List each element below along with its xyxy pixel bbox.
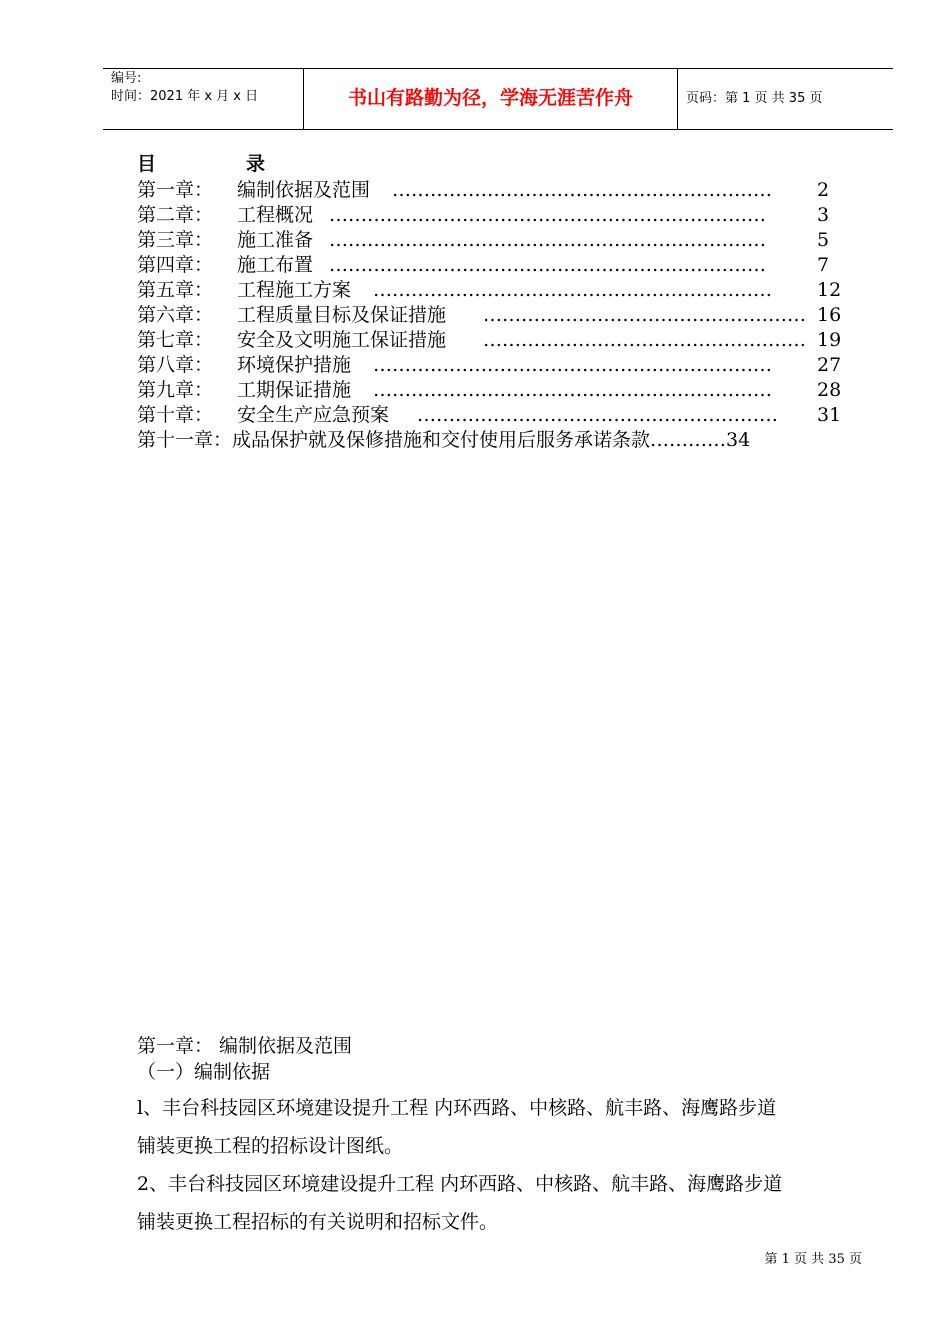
time-label: 时间：2021 年 x 月 x 日 — [111, 89, 259, 104]
toc-title-text: 安全及文明施工保证措施 — [237, 329, 447, 351]
toc-item[interactable] — [137, 403, 857, 428]
toc-title-text: 编制依据及范围 — [237, 179, 371, 201]
paragraph-2-line-1: 2、丰台科技园区环境建设提升工程 内环西路、中核路、航丰路、海鹰路步道 — [137, 1173, 783, 1195]
toc-item[interactable] — [137, 178, 857, 203]
toc-page: 2 — [817, 179, 830, 201]
toc-title-text: 工程质量目标及保证措施 — [237, 304, 447, 326]
toc-leader: …………………………………………………… — [392, 179, 772, 201]
header-motto-cell — [303, 69, 678, 129]
header-left-cell — [103, 69, 303, 129]
toc-leader: …………………………………………………………… — [329, 254, 766, 276]
toc-title-a: 目 — [137, 153, 157, 175]
toc-chapter: 第二章： — [137, 204, 214, 226]
toc-title-text: 安全生产应急预案 — [237, 404, 390, 426]
toc-title-text: 工程概况 — [237, 204, 314, 226]
serial-label: 编号: — [111, 71, 142, 86]
toc-page: 19 — [817, 329, 842, 351]
toc-title-text: 工期保证措施 — [237, 379, 352, 401]
toc-chapter: 第七章： — [137, 329, 214, 351]
toc-item[interactable] — [137, 303, 857, 328]
toc-item[interactable] — [137, 228, 857, 253]
toc-chapter: 第九章： — [137, 379, 214, 401]
toc-page: 7 — [817, 254, 830, 276]
page-footer: 第 1 页 共 35 页 — [764, 1252, 862, 1267]
motto-text: 书山有路勤为径，学海无涯苦作舟 — [347, 87, 633, 109]
toc-leader: ……………………………………………………… — [373, 379, 772, 401]
toc-page: 27 — [817, 354, 842, 376]
toc-page: 3 — [817, 204, 830, 226]
toc-item[interactable] — [137, 253, 857, 278]
page-header — [103, 68, 893, 130]
toc-title-b: 录 — [246, 153, 266, 175]
header-right-cell — [678, 69, 893, 129]
chapter-heading: 第一章： 编制依据及范围 — [137, 1035, 353, 1057]
toc-title-text: 施工布置 — [237, 254, 314, 276]
toc-item[interactable] — [137, 203, 857, 228]
paragraph-2-line-2: 铺装更换工程招标的有关说明和招标文件。 — [137, 1211, 499, 1233]
paragraph-2 — [137, 1169, 862, 1237]
toc-leader: ………………………………………………… — [417, 404, 778, 426]
toc-chapter: 第六章： — [137, 304, 214, 326]
toc-page: 12 — [817, 279, 842, 301]
table-of-contents — [137, 178, 857, 453]
toc-chapter: 第五章： — [137, 279, 214, 301]
toc-leader: ……………………………………………………… — [373, 354, 772, 376]
body-content — [137, 1033, 862, 1237]
toc-last-text: 第十一章：成品保护就及保修措施和交付使用后服务承诺条款…………34 — [137, 429, 751, 451]
toc-item[interactable] — [137, 328, 857, 353]
toc-item[interactable] — [137, 353, 857, 378]
toc-leader: …………………………………………… — [483, 304, 806, 326]
paragraph-1-line-2: 铺装更换工程的招标设计图纸。 — [137, 1135, 404, 1157]
toc-item[interactable] — [137, 378, 857, 403]
toc-chapter: 第八章： — [137, 354, 214, 376]
toc-chapter: 第四章： — [137, 254, 214, 276]
toc-title — [137, 152, 265, 176]
toc-title-text: 环境保护措施 — [237, 354, 352, 376]
toc-item-last[interactable] — [137, 428, 857, 453]
toc-page: 16 — [817, 304, 842, 326]
toc-chapter: 第一章： — [137, 179, 214, 201]
toc-title-text: 施工准备 — [237, 229, 314, 251]
toc-leader: …………………………………………… — [483, 329, 806, 351]
toc-item[interactable] — [137, 278, 857, 303]
toc-title-text: 工程施工方案 — [237, 279, 352, 301]
toc-page: 5 — [817, 229, 830, 251]
header-page-label: 页码：第 1 页 共 35 页 — [686, 91, 823, 106]
toc-leader: …………………………………………………………… — [329, 229, 766, 251]
paragraph-1-line-1: l、丰台科技园区环境建设提升工程 内环西路、中核路、航丰路、海鹰路步道 — [137, 1097, 777, 1119]
toc-chapter: 第十章： — [137, 404, 214, 426]
toc-page: 28 — [817, 379, 842, 401]
toc-leader: …………………………………………………………… — [329, 204, 766, 226]
toc-leader: ……………………………………………………… — [373, 279, 772, 301]
paragraph-1 — [137, 1093, 862, 1161]
section-heading: （一）编制依据 — [137, 1061, 271, 1083]
toc-chapter: 第三章： — [137, 229, 214, 251]
toc-page: 31 — [817, 404, 842, 426]
